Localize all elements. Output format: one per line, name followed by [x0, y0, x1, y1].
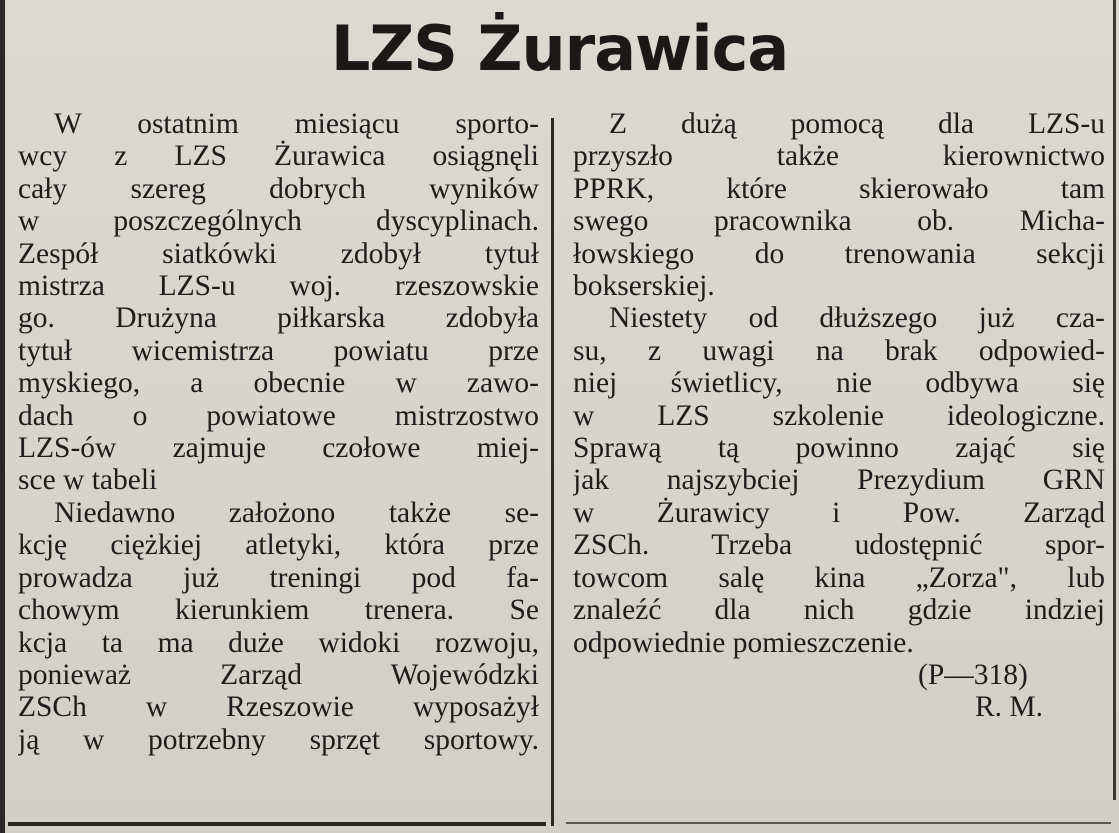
text-line: kcja ta ma duże widoki rozwoju, [18, 626, 539, 659]
text-line: chowym kierunkiem trenera. Se [18, 594, 539, 627]
text-line: ją w potrzebny sprzęt sportowy. [18, 723, 539, 756]
text-line: go. Drużyna piłkarska zdobyła [18, 302, 539, 335]
text-line: ZSCh. Trzeba udostępnić spor- [573, 529, 1105, 562]
text-line: przyszło także kierownictwo [573, 140, 1105, 173]
text-line: w Żurawicy i Pow. Zarząd [573, 496, 1105, 529]
text-line: W ostatnim miesiącu sporto- [54, 108, 539, 140]
article-headline: LZS Żurawica [330, 12, 789, 85]
text-line: LZS-ów zajmuje czołowe miej- [18, 432, 539, 465]
text-line: ponieważ Zarząd Wojewódzki [18, 658, 539, 691]
article-column-right [573, 108, 1105, 724]
page-edge-left [0, 0, 5, 833]
bottom-rule-right [566, 822, 1111, 824]
page-edge-right [1113, 0, 1116, 800]
text-line: mistrza LZS-u woj. rzeszowskie [18, 270, 539, 303]
text-line: w LZS szkolenie ideologiczne. [573, 399, 1105, 432]
text-line: sce w tabeli [18, 464, 158, 497]
text-line: Niedawno założono także se- [54, 496, 539, 529]
text-line: bokserskiej. [573, 270, 715, 303]
text-line: prowadza już treningi pod fa- [18, 561, 539, 594]
text-line: niej świetlicy, nie odbywa się [573, 367, 1105, 400]
text-line: odpowiednie pomieszczenie. [573, 626, 914, 659]
text-line: łowskiego do trenowania sekcji [573, 237, 1105, 270]
text-line: Niestety od dłuższego już cza- [609, 302, 1105, 335]
text-line: znaleźć dla nich gdzie indziej [573, 594, 1105, 627]
article-column-left [18, 108, 539, 756]
text-line: myskiego, a obecnie w zawo- [18, 367, 539, 400]
text-line: tytuł wicemistrza powiatu prze [18, 334, 539, 367]
bottom-rule-left [8, 822, 546, 826]
text-line: swego pracownika ob. Micha- [573, 205, 1105, 238]
text-line: cały szereg dobrych wyników [18, 172, 539, 205]
text-line: Z dużą pomocą dla LZS-u [609, 108, 1105, 140]
text-line: towcom salę kina „Zorza", lub [573, 561, 1105, 594]
signature-code: (P—318) [918, 658, 1028, 691]
column-divider [551, 118, 554, 826]
text-line: kcję ciężkiej atletyki, która prze [18, 529, 539, 562]
text-line: wcy z LZS Żurawica osiągnęli [18, 140, 539, 173]
signature-initials: R. M. [975, 691, 1044, 724]
text-line: jak najszybciej Prezydium GRN [573, 464, 1105, 497]
text-line: Zespół siatkówki zdobył tytuł [18, 237, 539, 270]
text-line: w poszczególnych dyscyplinach. [18, 205, 539, 238]
text-line: dach o powiatowe mistrzostwo [18, 399, 539, 432]
text-line: ZSCh w Rzeszowie wyposażył [18, 691, 539, 724]
text-line: Sprawą tą powinno zająć się [573, 432, 1105, 465]
text-line: PPRK, które skierowało tam [573, 172, 1105, 205]
text-line: su, z uwagi na brak odpowied- [573, 334, 1105, 367]
